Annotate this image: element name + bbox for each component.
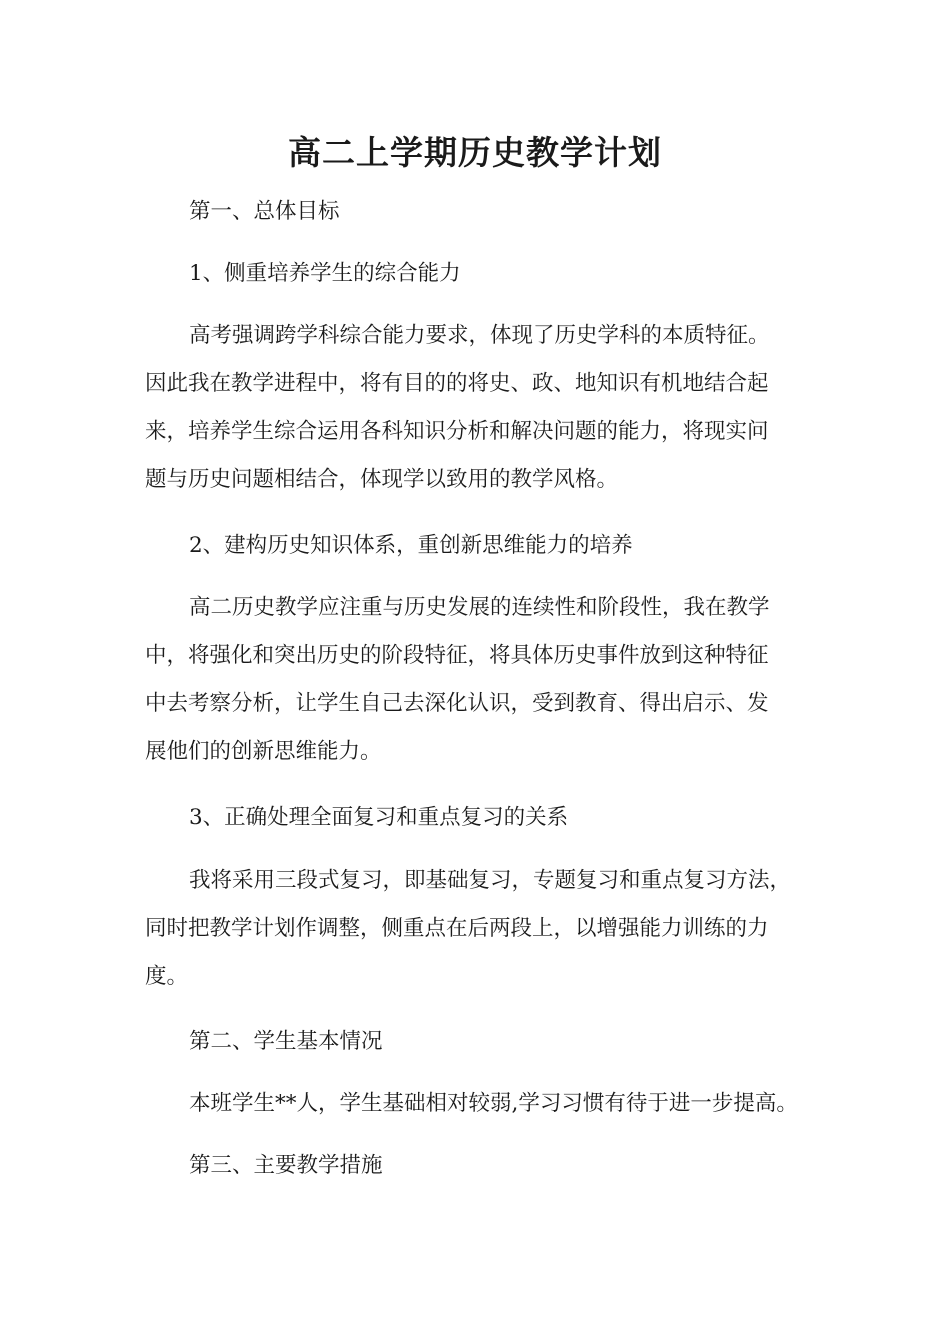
body-line: 我将采用三段式复习，即基础复习，专题复习和重点复习方法， bbox=[189, 868, 792, 893]
body-line: 度。 bbox=[145, 964, 189, 989]
section-2-heading-text: 第二、学生基本情况 bbox=[189, 1029, 383, 1054]
body-line: 高考强调跨学科综合能力要求，体现了历史学科的本质特征。 bbox=[189, 323, 770, 348]
section-1-item-1-heading bbox=[145, 250, 825, 298]
item-2-heading-text: 2、建构历史知识体系，重创新思维能力的培养 bbox=[189, 533, 633, 558]
section-3-heading bbox=[145, 1142, 825, 1190]
body-line: 展他们的创新思维能力。 bbox=[145, 739, 382, 764]
body-line: 中去考察分析，让学生自己去深化认识，受到教育、得出启示、发 bbox=[145, 691, 769, 716]
section-1-heading-text: 第一、总体目标 bbox=[189, 199, 340, 224]
section-2-body bbox=[145, 1080, 825, 1128]
section-2-heading bbox=[145, 1018, 825, 1066]
section-1-item-3-body bbox=[145, 857, 825, 1001]
document-title: 高二上学期历史教学计划 bbox=[288, 133, 662, 172]
section-1-item-3-heading bbox=[145, 794, 825, 842]
body-line: 中，将强化和突出历史的阶段特征，将具体历史事件放到这种特征 bbox=[145, 643, 769, 668]
body-line: 题与历史问题相结合，体现学以致用的教学风格。 bbox=[145, 467, 619, 492]
body-line: 因此我在教学进程中，将有目的的将史、政、地知识有机地结合起 bbox=[145, 371, 769, 396]
item-3-heading-text: 3、正确处理全面复习和重点复习的关系 bbox=[189, 805, 569, 830]
body-line: 来，培养学生综合运用各科知识分析和解决问题的能力，将现实问 bbox=[145, 419, 769, 444]
section-1-item-2-heading bbox=[145, 522, 825, 570]
item-1-heading-text: 1、侧重培养学生的综合能力 bbox=[189, 261, 461, 286]
body-line: 本班学生**人，学生基础相对较弱,学习习惯有待于进一步提高。 bbox=[189, 1091, 798, 1116]
body-line: 同时把教学计划作调整，侧重点在后两段上，以增强能力训练的力 bbox=[145, 916, 769, 941]
body-line: 高二历史教学应注重与历史发展的连续性和阶段性，我在教学 bbox=[189, 595, 770, 620]
section-1-item-1-body bbox=[145, 312, 825, 504]
section-3-heading-text: 第三、主要教学措施 bbox=[189, 1153, 383, 1178]
section-1-heading bbox=[145, 188, 825, 236]
section-1-item-2-body bbox=[145, 584, 825, 776]
